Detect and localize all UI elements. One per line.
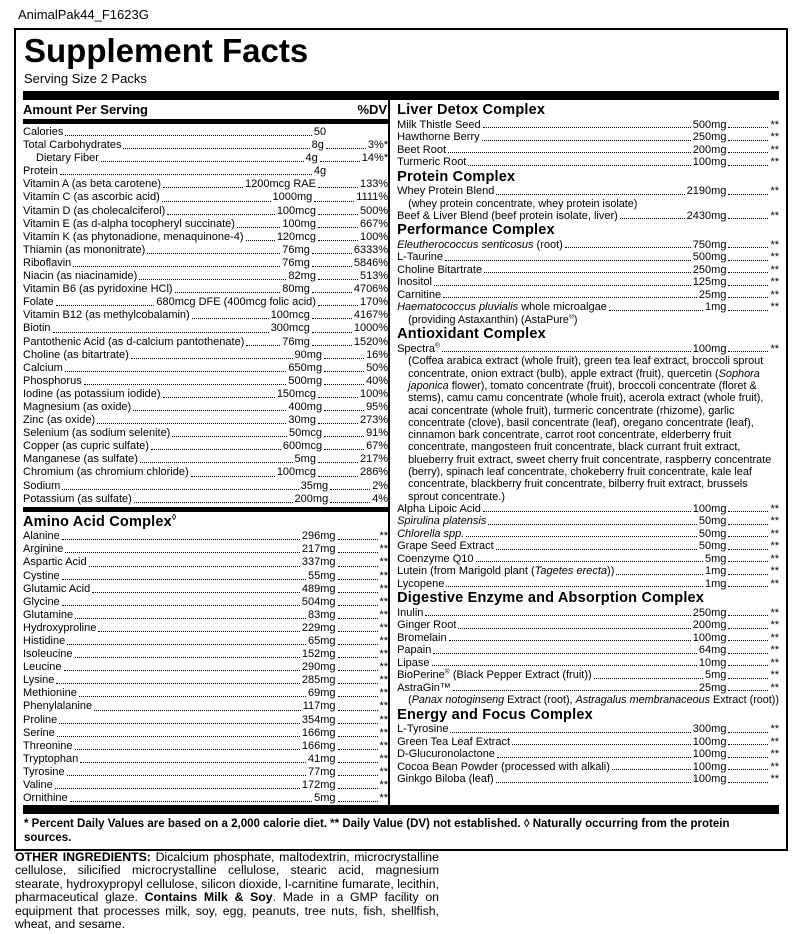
nutrient-row: Arginine 217mg ** [23,543,389,556]
nutrient-row: Copper (as cupric sulfate) 600mcg 67% [23,440,389,453]
nutrient-row: Carnitine 25mg ** [397,288,779,301]
nutrient-row: Vitamin E (as d-alpha tocopheryl succinate) 100mg 667% [23,217,389,230]
nutrient-row: Selenium (as sodium selenite) 50mcg 91% [23,427,389,440]
nutrient-row: Isoleucine 152mg ** [23,648,389,661]
nutrient-row: Vitamin B6 (as pyridoxine HCl) 80mg 4706% [23,283,389,296]
nutrient-row: Ginkgo Biloba (leaf) 100mg ** [397,773,779,786]
nutrient-row: L-Taurine 500mg ** [397,251,779,264]
nutrient-row: Bromelain 100mg ** [397,631,779,644]
nutrient-row: Ginger Root 200mg ** [397,619,779,632]
nutrient-row: Thiamin (as mononitrate) 76mg 6333% [23,243,389,256]
nutrient-row: Vitamin K (as phytonadione, menaquinone-4) 120mcg 100% [23,230,389,243]
left-column [23,100,388,805]
right-column [390,100,779,805]
nutrient-row: Spirulina platensis 50mg ** [397,515,779,528]
nutrient-row: Lutein (from Marigold plant (Tagetes erecta)) 1mg ** [397,565,779,578]
thin-divider-bar [23,119,388,124]
section-heading: Digestive Enzyme and Absorption Complex [397,590,705,607]
nutrient-row: D-Glucuronolactone 100mg ** [397,748,779,761]
nutrient-row: Leucine 290mg ** [23,661,389,674]
thick-divider-bar-bottom [23,805,779,814]
nutrient-row: Calcium 650mg 50% [23,361,389,374]
nutrient-row: Cystine 55mg ** [23,569,389,582]
nutrient-row: Sodium 35mg 2% [23,479,389,492]
nutrient-row: Vitamin C (as ascorbic acid) 1000mg 1111% [23,191,389,204]
nutrient-row: Zinc (as oxide) 30mg 273% [23,414,389,427]
nutrient-row: Spectra® 100mg ** [397,342,779,355]
nutrient-row: Chromium (as chromium chloride) 100mcg 286% [23,466,389,479]
nutrient-row: Aspartic Acid 337mg ** [23,556,389,569]
section-heading: Liver Detox Complex [397,102,546,118]
nutrient-row: Vitamin B12 (as methylcobalamin) 100mcg 4167% [23,309,389,322]
amino-acid-complex-title: Amino Acid Complex [23,513,172,530]
nutrient-row: Tryptophan 41mg ** [23,752,389,765]
section-heading: Energy and Focus Complex [397,706,593,723]
nutrient-row: Histidine 65mg ** [23,634,389,647]
nutrient-row: Choline Bitartrate 250mg ** [397,263,779,276]
nutrient-row: Lycopene 1mg ** [397,577,779,590]
nutrient-row: Total Carbohydrates 8g 3%* [23,139,389,152]
nutrient-row: Inulin 250mg ** [397,606,779,619]
amino-acid-complex-heading [23,511,388,531]
nutrient-row: Phenylalanine 117mg ** [23,700,389,713]
nutrient-row: Choline (as bitartrate) 90mg 16% [23,348,389,361]
nutrient-row: Beef & Liver Blend (beef protein isolate, liver) 2430mg ** [397,209,779,222]
nutrient-row: Hydroxyproline 229mg ** [23,621,389,634]
nutrient-row: Glutamic Acid 489mg ** [23,582,389,595]
nutrient-row: Potassium (as sulfate) 200mg 4% [23,492,389,505]
blend-ingredient-list: (Coffea arabica extract (whole fruit), green tea leaf extract, broccoli sprout concentrate, onion extract (bulb), apple extract (fruit), quercetin (Sophora japonica flower), tomato concentrate (fruit), broccoli concentrate (floret & stems), camu camu concentrate (whole fruit), acerola extract (whole fruit), acai concentrate (whole fruit), turmeric concentrate (rhizome), garlic concentrate (clove), basil concentrate (leaf), oregano concentrate (leaf), cinnamon bark concentrate, carrot root concentrate, elderberry fruit concentrate, mangosteen fruit concentrate, black currant fruit extract, blueberry fruit extract, sweet cherry fruit concentrate, raspberry concentrate (berry), spinach leaf concentrate, chokeberry fruit concentrate, kale leaf concentrate, blackberry fruit concentrate, bilberry fruit extract, brussels sprout concentrate.) [408,355,772,503]
nutrient-row: Cocoa Bean Powder (processed with alkali) 100mg ** [397,760,779,773]
supplement-facts-panel [14,28,788,851]
nutrient-row: AstraGin™ 25mg ** [397,681,779,694]
nutrient-row: Magnesium (as oxide) 400mg 95% [23,400,389,413]
nutrient-row: Vitamin A (as beta carotene) 1200mcg RAE 133% [23,178,389,191]
thick-divider-bar-top [23,91,779,100]
nutrient-row: Folate 680mcg DFE (400mcg folic acid) 170% [23,296,389,309]
nutrient-row: Threonine 166mg ** [23,739,389,752]
nutrient-row: Dietary Fiber 4g 14%* [36,152,389,165]
nutrient-row: Tyrosine 77mg ** [23,765,389,778]
nutrient-row: Inositol 125mg ** [397,276,779,289]
other-ingredients: OTHER INGREDIENTS: Dicalcium phosphate, maltodextrin, microcrystalline cellulose, silicified microcrystalline cellulose, stearic acid, magnesium stearate, hydroxypropyl cellulose, silicon dioxide, l-carnitine fumarate, lecithin, pharmaceutical glaze. Contains Milk & Soy. Made in a GMP facility on equipment that processes milk, soy, egg, peanuts, tree nuts, fish, shellfish, wheat, and sesame. [15,850,439,932]
dv-column-label: %DV [357,102,388,117]
nutrient-row: Turmeric Root 100mg ** [397,156,779,168]
nutrient-row: Niacin (as niacinamide) 82mg 513% [23,270,389,283]
section-heading: Performance Complex [397,222,555,239]
nutrient-row: Phosphorus 500mg 40% [23,374,389,387]
vitamin-mineral-rows [23,126,388,506]
two-column-area [23,100,779,805]
naturally-occurring-symbol: ◊ [171,511,177,522]
nutrient-row: Proline 354mg ** [23,713,389,726]
document-id: AnimalPak44_F1623G [18,7,149,22]
section-heading: Protein Complex [397,168,516,185]
row-sub-note: (whey protein concentrate, whey protein isolate) [408,197,638,210]
nutrient-row: Alanine 296mg ** [23,530,389,543]
nutrient-row: Haematococcus pluvialis whole microalgae 1mg ** [397,301,779,314]
nutrient-row: Green Tea Leaf Extract 100mg ** [397,735,779,748]
nutrient-row: Calories 50 [23,126,327,138]
nutrient-row: Manganese (as sulfate) 5mg 217% [23,453,389,466]
nutrient-row: Milk Thistle Seed 500mg ** [397,118,779,131]
section-heading: Antioxidant Complex [397,326,546,343]
nutrient-row: Lipase 10mg ** [397,656,779,669]
nutrient-row: BioPerine® (Black Pepper Extract (fruit)) 5mg ** [397,668,779,682]
nutrient-row: Lysine 285mg ** [23,674,389,687]
nutrient-row: Methionine 69mg ** [23,687,389,700]
serving-size: Serving Size 2 Packs [24,71,147,86]
nutrient-row: Alpha Lipoic Acid 100mg ** [397,502,779,515]
footnote: * Percent Daily Values are based on a 2,000 calorie diet. ** Daily Value (DV) not established. ◊ Naturally occurring from the protein sources. [24,818,730,845]
nutrient-row: Chlorella spp. 50mg ** [397,527,779,540]
amount-per-serving-header [23,101,388,118]
nutrient-row: Glutamine 83mg ** [23,608,389,621]
nutrient-row: Pantothenic Acid (as d-calcium pantothenate) 76mg 1520% [23,335,389,348]
nutrient-row: Grape Seed Extract 50mg ** [397,540,779,553]
nutrient-row: Ornithine 5mg ** [23,792,389,805]
thin-divider-bar [23,507,388,512]
nutrient-row: Glycine 504mg ** [23,595,389,608]
nutrient-row: Beet Root 200mg ** [397,143,779,156]
nutrient-row: Eleutherococcus senticosus (root) 750mg ** [397,238,779,251]
nutrient-row: L-Tyrosine 300mg ** [397,723,779,736]
amount-per-serving-label: Amount Per Serving [23,102,148,117]
row-sub-note: (Panax notoginseng Extract (root), Astragalus membranaceous Extract (root)) [408,694,779,707]
amino-acid-rows [23,530,388,805]
nutrient-row: Coenzyme Q10 5mg ** [397,552,779,565]
nutrient-row: Hawthorne Berry 250mg ** [397,131,779,143]
panel-title: Supplement Facts [24,32,309,69]
nutrient-row: Protein 4g [23,165,327,178]
nutrient-row: Valine 172mg ** [23,779,389,791]
nutrient-row: Iodine (as potassium iodide) 150mcg 100% [23,387,389,400]
nutrient-row: Whey Protein Blend 2190mg ** [397,185,779,197]
row-sub-note: (providing Astaxanthin) (AstaPure®) [408,313,578,326]
nutrient-row: Papain 64mg ** [397,644,779,657]
nutrient-row: Vitamin D (as cholecalciferol) 100mcg 500% [23,204,389,217]
nutrient-row: Riboflavin 76mg 5846% [23,256,389,269]
nutrient-row: Biotin 300mcg 1000% [23,322,389,335]
nutrient-row: Serine 166mg ** [23,726,389,739]
